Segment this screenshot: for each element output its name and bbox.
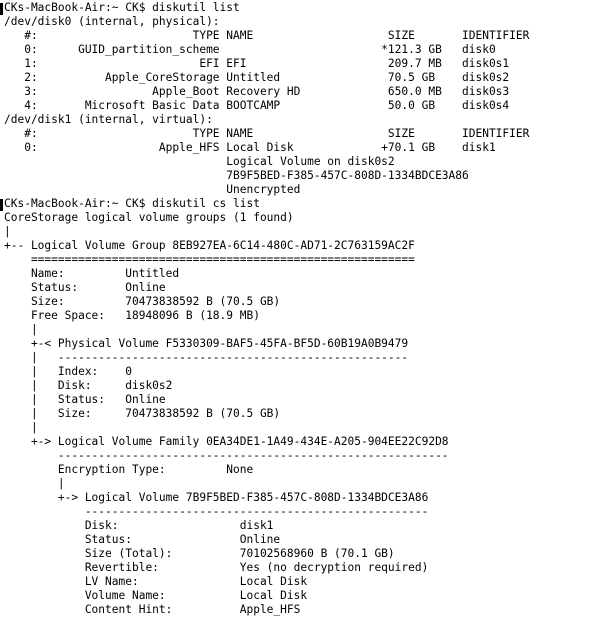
terminal-line: /dev/disk0 (internal, physical): [4,15,220,28]
terminal-line: CKs-MacBook-Air:~ CK$ diskutil list [4,1,240,14]
terminal-line: | [4,323,38,336]
terminal-line: Revertible: Yes (no decryption required) [4,561,429,574]
terminal-line: Status: Online [4,533,281,546]
terminal-line: CKs-MacBook-Air:~ CK$ diskutil cs list [4,197,260,210]
terminal-line: 1: EFI EFI 209.7 MB disk0s1 [4,57,510,70]
terminal-line: Volume Name: Local Disk [4,589,308,602]
terminal-line: Free Space: 18948096 B (18.9 MB) [4,309,260,322]
terminal-line: 0: GUID_partition_scheme *121.3 GB disk0 [4,43,496,56]
terminal-line: 7B9F5BED-F385-457C-808D-1334BDCE3A86 [4,169,469,182]
terminal-line: Size (Total): 70102568960 B (70.1 GB) [4,547,395,560]
terminal-line: +-> Logical Volume 7B9F5BED-F385-457C-808D-1334BDCE3A86 [4,491,429,504]
terminal-line: | Size: 70473838592 B (70.5 GB) [4,407,281,420]
terminal-line: | [4,225,11,238]
terminal-line: Content Hint: Apple_HFS [4,603,301,616]
terminal-line: Encryption Type: None [4,463,254,476]
prompt-marker [0,199,3,211]
terminal-line: Name: Untitled [4,267,180,280]
terminal-line: +-- Logical Volume Group 8EB927EA-6C14-480C-AD71-2C763159AC2F [4,239,415,252]
terminal-line: 0: Apple_HFS Local Disk +70.1 GB disk1 [4,141,496,154]
prompt-marker [0,3,3,15]
terminal-line: CoreStorage logical volume groups (1 found) [4,211,294,224]
terminal-line: /dev/disk1 (internal, virtual): [4,113,213,126]
terminal-line: ========================================================= [4,253,415,266]
terminal-line: | Disk: disk0s2 [4,379,173,392]
terminal-line: ---------------------------------------------------------- [4,449,449,462]
terminal-line: LV Name: Local Disk [4,575,308,588]
terminal-line: 3: Apple_Boot Recovery HD 650.0 MB disk0s3 [4,85,510,98]
terminal-line: | Status: Online [4,393,166,406]
terminal-line: --------------------------------------------------- [4,505,429,518]
terminal-line: 4: Microsoft Basic Data BOOTCAMP 50.0 GB disk0s4 [4,99,510,112]
terminal-line: #: TYPE NAME SIZE IDENTIFIER [4,29,530,42]
terminal-line: +-> Logical Volume Family 0EA34DE1-1A49-434E-A205-904EE22C92D8 [4,435,449,448]
terminal-line: Unencrypted [4,183,301,196]
terminal-line: 2: Apple_CoreStorage Untitled 70.5 GB disk0s2 [4,71,510,84]
terminal-line: | [4,477,65,490]
terminal-line: | [4,421,38,434]
terminal-line: Disk: disk1 [4,519,274,532]
terminal-line: Status: Online [4,281,166,294]
terminal-line: Size: 70473838592 B (70.5 GB) [4,295,281,308]
terminal-line: | ---------------------------------------------------- [4,351,409,364]
terminal-line: | Index: 0 [4,365,132,378]
terminal-line: #: TYPE NAME SIZE IDENTIFIER [4,127,530,140]
terminal-line: Logical Volume on disk0s2 [4,155,395,168]
terminal-line: +-< Physical Volume F5330309-BAF5-45FA-BF5D-60B19A0B9479 [4,337,409,350]
